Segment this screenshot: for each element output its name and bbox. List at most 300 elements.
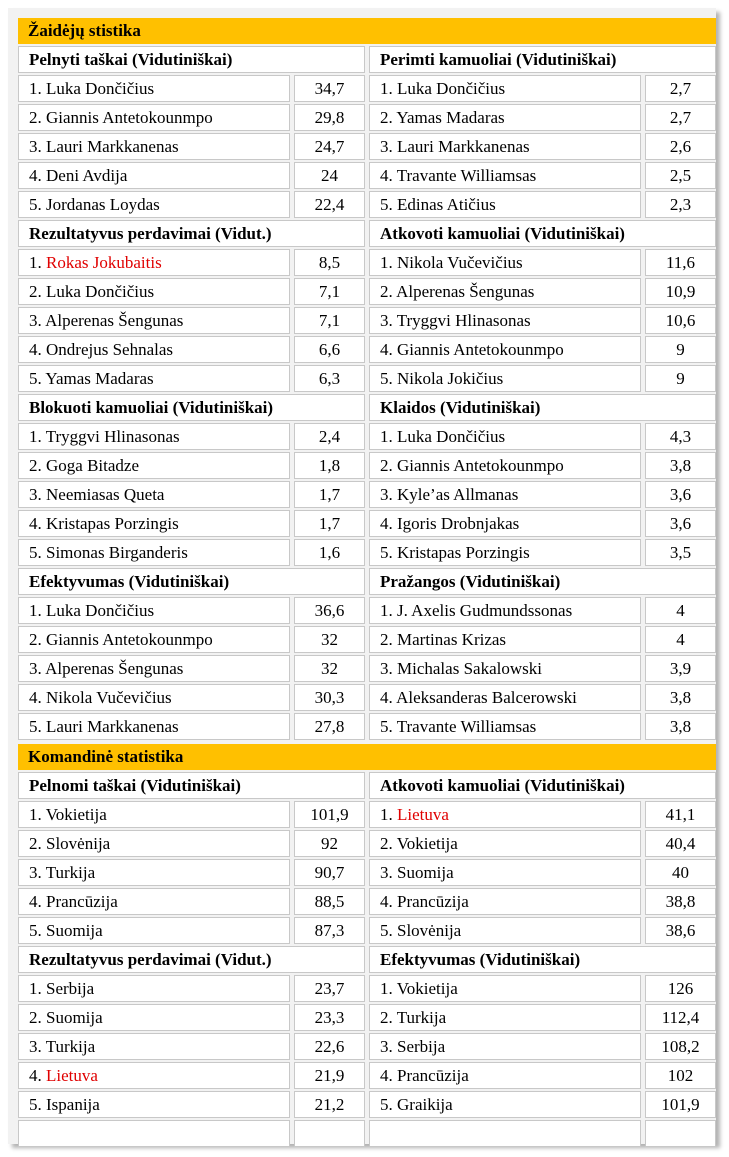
team-stats-tables [18, 772, 716, 1120]
name-label: Lauri Markkanenas [397, 137, 530, 156]
name-label: Serbija [397, 1037, 446, 1056]
rank-label: 3. [380, 1037, 393, 1056]
stat-table-title: Efektyvumas (Vidutiniškai) [369, 946, 716, 973]
stat-table [369, 568, 716, 742]
value-cell: 3,5 [645, 539, 716, 566]
value-cell: 7,1 [294, 278, 365, 305]
name-cell [18, 684, 290, 711]
empty-cell [18, 1120, 290, 1147]
table-row [369, 917, 716, 944]
name-cell [18, 830, 290, 857]
team-stats-header: Komandinė statistika [18, 744, 716, 770]
table-row [18, 510, 365, 537]
name-cell [369, 249, 641, 276]
table-row [18, 626, 365, 653]
rank-label: 4. [380, 892, 393, 911]
player-stats-tables [18, 46, 716, 742]
name-label: Travante Williamsas [396, 717, 537, 736]
rank-label: 3. [29, 1037, 42, 1056]
name-cell [18, 713, 290, 740]
name-cell [369, 336, 641, 363]
name-cell [369, 278, 641, 305]
name-cell [18, 278, 290, 305]
empty-cell [645, 1120, 716, 1147]
value-cell: 92 [294, 830, 365, 857]
value-cell: 23,3 [294, 1004, 365, 1031]
name-label: Luka Dončičius [46, 79, 155, 98]
name-cell [18, 452, 290, 479]
value-cell: 2,5 [645, 162, 716, 189]
name-label: Yamas Madaras [45, 369, 154, 388]
player-stats-header: Žaidėjų stistika [18, 18, 716, 44]
name-cell [369, 423, 641, 450]
table-row [18, 75, 365, 102]
name-label: Vokietija [396, 834, 458, 853]
name-cell [369, 626, 641, 653]
name-label: Giannis Antetokounmpo [397, 340, 564, 359]
table-row [369, 365, 716, 392]
name-label: Tryggvi Hlinasonas [45, 427, 180, 446]
value-cell: 23,7 [294, 975, 365, 1002]
table-row [18, 249, 365, 276]
name-cell [369, 481, 641, 508]
name-label: Vokietija [45, 805, 107, 824]
table-row [369, 713, 716, 740]
table-row [369, 888, 716, 915]
table-row [369, 307, 716, 334]
value-cell: 108,2 [645, 1033, 716, 1060]
name-cell [369, 975, 641, 1002]
table-row [369, 133, 716, 160]
table-row [369, 859, 716, 886]
empty-cell [294, 1120, 365, 1147]
table-row [18, 975, 365, 1002]
rank-label: 3. [380, 659, 393, 678]
rank-label: 2. [380, 1008, 393, 1027]
table-row [18, 423, 365, 450]
table-row [18, 307, 365, 334]
value-cell: 2,7 [645, 75, 716, 102]
rank-label: 2. [380, 456, 393, 475]
name-label: Lietuva [46, 1066, 98, 1085]
name-label: Lauri Markkanenas [46, 717, 179, 736]
value-cell: 2,4 [294, 423, 365, 450]
name-label: Turkija [45, 863, 96, 882]
value-cell: 2,7 [645, 104, 716, 131]
rank-label: 1. [29, 979, 42, 998]
table-row [18, 1033, 365, 1060]
table-row [18, 684, 365, 711]
value-cell: 24,7 [294, 133, 365, 160]
rank-label: 4. [29, 688, 42, 707]
value-cell: 24 [294, 162, 365, 189]
rank-label: 5. [380, 717, 393, 736]
name-label: Giannis Antetokounmpo [46, 630, 213, 649]
rank-label: 5. [29, 195, 42, 214]
name-label: Prancūzija [397, 892, 469, 911]
name-cell [18, 859, 290, 886]
rank-label: 2. [29, 456, 42, 475]
table-row [18, 830, 365, 857]
name-label: Rokas Jokubaitis [46, 253, 162, 272]
name-cell [369, 1091, 641, 1118]
name-cell [369, 684, 641, 711]
rank-label: 4. [29, 166, 42, 185]
table-row [18, 655, 365, 682]
rank-label: 5. [29, 717, 42, 736]
rank-label: 2. [380, 630, 393, 649]
value-cell: 3,8 [645, 713, 716, 740]
value-cell: 3,9 [645, 655, 716, 682]
value-cell: 3,8 [645, 684, 716, 711]
value-cell: 2,6 [645, 133, 716, 160]
name-label: Kyle’as Allmanas [397, 485, 519, 504]
value-cell: 40 [645, 859, 716, 886]
name-label: Kristapas Porzingis [397, 543, 530, 562]
name-label: Turkija [45, 1037, 96, 1056]
name-cell [18, 917, 290, 944]
name-label: Neemiasas Queta [46, 485, 165, 504]
value-cell: 1,8 [294, 452, 365, 479]
rank-label: 5. [29, 369, 42, 388]
stat-table [369, 46, 716, 220]
table-row [18, 336, 365, 363]
name-label: Nikola Jokičius [397, 369, 504, 388]
value-cell: 1,7 [294, 510, 365, 537]
table-row [18, 104, 365, 131]
stat-table [18, 568, 365, 742]
name-label: Kristapas Porzingis [46, 514, 179, 533]
stat-table-title: Rezultatyvus perdavimai (Vidut.) [18, 946, 365, 973]
value-cell: 29,8 [294, 104, 365, 131]
stat-table-title: Pelnyti taškai (Vidutiniškai) [18, 46, 365, 73]
name-cell [369, 888, 641, 915]
table-row [369, 655, 716, 682]
stat-table [18, 46, 365, 220]
stat-table-title: Efektyvumas (Vidutiniškai) [18, 568, 365, 595]
stat-table-pair [18, 220, 716, 394]
name-cell [369, 713, 641, 740]
name-label: Deni Avdija [46, 166, 128, 185]
name-cell [18, 75, 290, 102]
rank-label: 5. [29, 921, 42, 940]
table-row [18, 597, 365, 624]
rank-label: 1. [380, 805, 393, 824]
name-label: Lietuva [397, 805, 449, 824]
table-row [369, 278, 716, 305]
rank-label: 2. [29, 1008, 42, 1027]
value-cell: 4 [645, 626, 716, 653]
name-cell [18, 481, 290, 508]
name-cell [369, 1004, 641, 1031]
rank-label: 5. [380, 369, 393, 388]
table-row [369, 830, 716, 857]
value-cell: 22,4 [294, 191, 365, 218]
name-label: Prancūzija [397, 1066, 469, 1085]
stat-table [18, 220, 365, 394]
stat-table-pair [18, 946, 716, 1120]
rank-label: 2. [29, 630, 42, 649]
rank-label: 3. [29, 137, 42, 156]
table-row [18, 481, 365, 508]
table-row [18, 191, 365, 218]
name-label: Ispanija [46, 1095, 100, 1114]
rank-label: 3. [29, 863, 42, 882]
name-label: Turkija [396, 1008, 447, 1027]
value-cell: 38,8 [645, 888, 716, 915]
rank-label: 4. [380, 340, 393, 359]
stat-table [369, 946, 716, 1120]
name-cell [369, 510, 641, 537]
rank-label: 1. [380, 979, 393, 998]
name-label: Graikija [397, 1095, 453, 1114]
value-cell: 9 [645, 365, 716, 392]
table-row [369, 191, 716, 218]
name-label: Suomija [46, 921, 103, 940]
value-cell: 38,6 [645, 917, 716, 944]
value-cell: 126 [645, 975, 716, 1002]
table-row [369, 1004, 716, 1031]
name-label: Luka Dončičius [46, 601, 155, 620]
table-row [369, 597, 716, 624]
table-row [369, 423, 716, 450]
rank-label: 2. [29, 108, 42, 127]
name-cell [369, 1033, 641, 1060]
name-cell [18, 423, 290, 450]
table-row [369, 162, 716, 189]
stat-table-title: Atkovoti kamuoliai (Vidutiniškai) [369, 772, 716, 799]
rank-label: 3. [380, 863, 393, 882]
name-cell [18, 133, 290, 160]
name-label: Slovėnija [397, 921, 462, 940]
rank-label: 5. [380, 1095, 393, 1114]
rank-label: 1. [380, 427, 393, 446]
rank-label: 2. [29, 834, 42, 853]
name-label: Alperenas Šengunas [45, 311, 184, 330]
rank-label: 2. [380, 108, 393, 127]
name-label: Ondrejus Sehnalas [46, 340, 174, 359]
stat-table [369, 220, 716, 394]
stat-table-title: Klaidos (Vidutiniškai) [369, 394, 716, 421]
table-row [18, 133, 365, 160]
value-cell: 40,4 [645, 830, 716, 857]
name-cell [18, 365, 290, 392]
table-row [18, 1062, 365, 1089]
name-label: Yamas Madaras [396, 108, 505, 127]
table-row [18, 1004, 365, 1031]
rank-label: 1. [380, 79, 393, 98]
name-label: Giannis Antetokounmpo [46, 108, 213, 127]
name-cell [18, 307, 290, 334]
name-cell [18, 539, 290, 566]
stat-table-pair [18, 394, 716, 568]
value-cell: 32 [294, 626, 365, 653]
rank-label: 2. [380, 834, 393, 853]
name-cell [18, 626, 290, 653]
name-cell [369, 1062, 641, 1089]
stat-table-title: Rezultatyvus perdavimai (Vidut.) [18, 220, 365, 247]
table-row [369, 626, 716, 653]
name-cell [369, 917, 641, 944]
value-cell: 11,6 [645, 249, 716, 276]
name-cell [18, 249, 290, 276]
stat-table-title: Atkovoti kamuoliai (Vidutiniškai) [369, 220, 716, 247]
rank-label: 1. [380, 601, 393, 620]
name-label: Serbija [46, 979, 95, 998]
name-cell [369, 859, 641, 886]
name-label: Travante Williamsas [396, 166, 537, 185]
value-cell: 34,7 [294, 75, 365, 102]
rank-label: 2. [380, 282, 393, 301]
value-cell: 1,7 [294, 481, 365, 508]
rank-label: 1. [380, 253, 393, 272]
name-cell [369, 539, 641, 566]
name-cell [369, 191, 641, 218]
name-label: Edinas Atičius [397, 195, 496, 214]
name-label: Suomija [46, 1008, 103, 1027]
name-label: Goga Bitadze [46, 456, 139, 475]
rank-label: 4. [29, 1066, 42, 1085]
name-cell [18, 191, 290, 218]
stat-table-title: Blokuoti kamuoliai (Vidutiniškai) [18, 394, 365, 421]
rank-label: 5. [380, 543, 393, 562]
table-row [369, 684, 716, 711]
value-cell: 101,9 [645, 1091, 716, 1118]
rank-label: 1. [29, 805, 42, 824]
table-row [18, 162, 365, 189]
name-cell [18, 510, 290, 537]
name-cell [18, 1091, 290, 1118]
rank-label: 4. [29, 892, 42, 911]
value-cell: 3,6 [645, 481, 716, 508]
value-cell: 41,1 [645, 801, 716, 828]
name-cell [18, 1062, 290, 1089]
stat-table-pair [18, 772, 716, 946]
table-row [18, 1091, 365, 1118]
value-cell: 9 [645, 336, 716, 363]
table-row [369, 801, 716, 828]
table-row [369, 1091, 716, 1118]
value-cell: 10,9 [645, 278, 716, 305]
name-label: J. Axelis Gudmundssonas [397, 601, 573, 620]
stat-table [18, 946, 365, 1120]
table-row [18, 917, 365, 944]
value-cell: 30,3 [294, 684, 365, 711]
name-label: Suomija [397, 863, 454, 882]
rank-label: 3. [380, 485, 393, 504]
table-row [18, 888, 365, 915]
name-cell [369, 801, 641, 828]
rank-label: 4. [29, 340, 42, 359]
rank-label: 3. [29, 659, 42, 678]
rank-label: 4. [29, 514, 42, 533]
name-label: Alperenas Šengunas [45, 659, 184, 678]
table-row [369, 539, 716, 566]
stats-sheet [18, 18, 716, 1149]
rank-label: 1. [29, 253, 42, 272]
name-cell [369, 162, 641, 189]
rank-label: 1. [29, 601, 42, 620]
table-row [369, 510, 716, 537]
name-cell [18, 655, 290, 682]
name-label: Luka Dončičius [397, 427, 506, 446]
value-cell: 21,9 [294, 1062, 365, 1089]
name-label: Luka Dončičius [46, 282, 155, 301]
stat-table-title: Pelnomi taškai (Vidutiniškai) [18, 772, 365, 799]
rank-label: 5. [29, 543, 42, 562]
rank-label: 3. [380, 137, 393, 156]
stat-table [369, 394, 716, 568]
value-cell: 1,6 [294, 539, 365, 566]
name-cell [369, 75, 641, 102]
value-cell: 6,3 [294, 365, 365, 392]
table-row [18, 859, 365, 886]
rank-label: 2. [29, 282, 42, 301]
name-cell [369, 133, 641, 160]
name-cell [18, 1004, 290, 1031]
name-cell [18, 888, 290, 915]
table-row [18, 713, 365, 740]
rank-label: 4. [380, 514, 393, 533]
name-label: Giannis Antetokounmpo [397, 456, 564, 475]
name-label: Michalas Sakalowski [397, 659, 542, 678]
rank-label: 4. [380, 688, 393, 707]
value-cell: 21,2 [294, 1091, 365, 1118]
rank-label: 4. [380, 166, 393, 185]
name-label: Simonas Birganderis [46, 543, 188, 562]
name-cell [18, 597, 290, 624]
value-cell: 90,7 [294, 859, 365, 886]
name-cell [18, 1033, 290, 1060]
name-cell [18, 162, 290, 189]
rank-label: 3. [380, 311, 393, 330]
table-row [18, 452, 365, 479]
value-cell: 87,3 [294, 917, 365, 944]
stat-table-pair [18, 568, 716, 742]
table-row [369, 104, 716, 131]
value-cell: 36,6 [294, 597, 365, 624]
name-label: Igoris Drobnjakas [397, 514, 520, 533]
rank-label: 1. [29, 427, 42, 446]
table-row [369, 249, 716, 276]
table-row [369, 452, 716, 479]
name-label: Lauri Markkanenas [46, 137, 179, 156]
name-label: Jordanas Loydas [46, 195, 160, 214]
name-cell [18, 336, 290, 363]
value-cell: 22,6 [294, 1033, 365, 1060]
stat-table [18, 772, 365, 946]
table-row [369, 336, 716, 363]
name-cell [369, 104, 641, 131]
stats-page [8, 8, 716, 1144]
name-label: Nikola Vučevičius [397, 253, 523, 272]
value-cell: 32 [294, 655, 365, 682]
rank-label: 3. [29, 311, 42, 330]
table-row [369, 1033, 716, 1060]
stat-table-title: Perimti kamuoliai (Vidutiniškai) [369, 46, 716, 73]
value-cell: 2,3 [645, 191, 716, 218]
value-cell: 6,6 [294, 336, 365, 363]
empty-cell [369, 1120, 641, 1147]
stat-table-title: Pražangos (Vidutiniškai) [369, 568, 716, 595]
table-row [369, 481, 716, 508]
name-label: Nikola Vučevičius [46, 688, 172, 707]
rank-label: 1. [29, 79, 42, 98]
name-label: Martinas Krizas [397, 630, 507, 649]
name-cell [369, 452, 641, 479]
rank-label: 5. [380, 195, 393, 214]
stat-table-pair [18, 46, 716, 220]
